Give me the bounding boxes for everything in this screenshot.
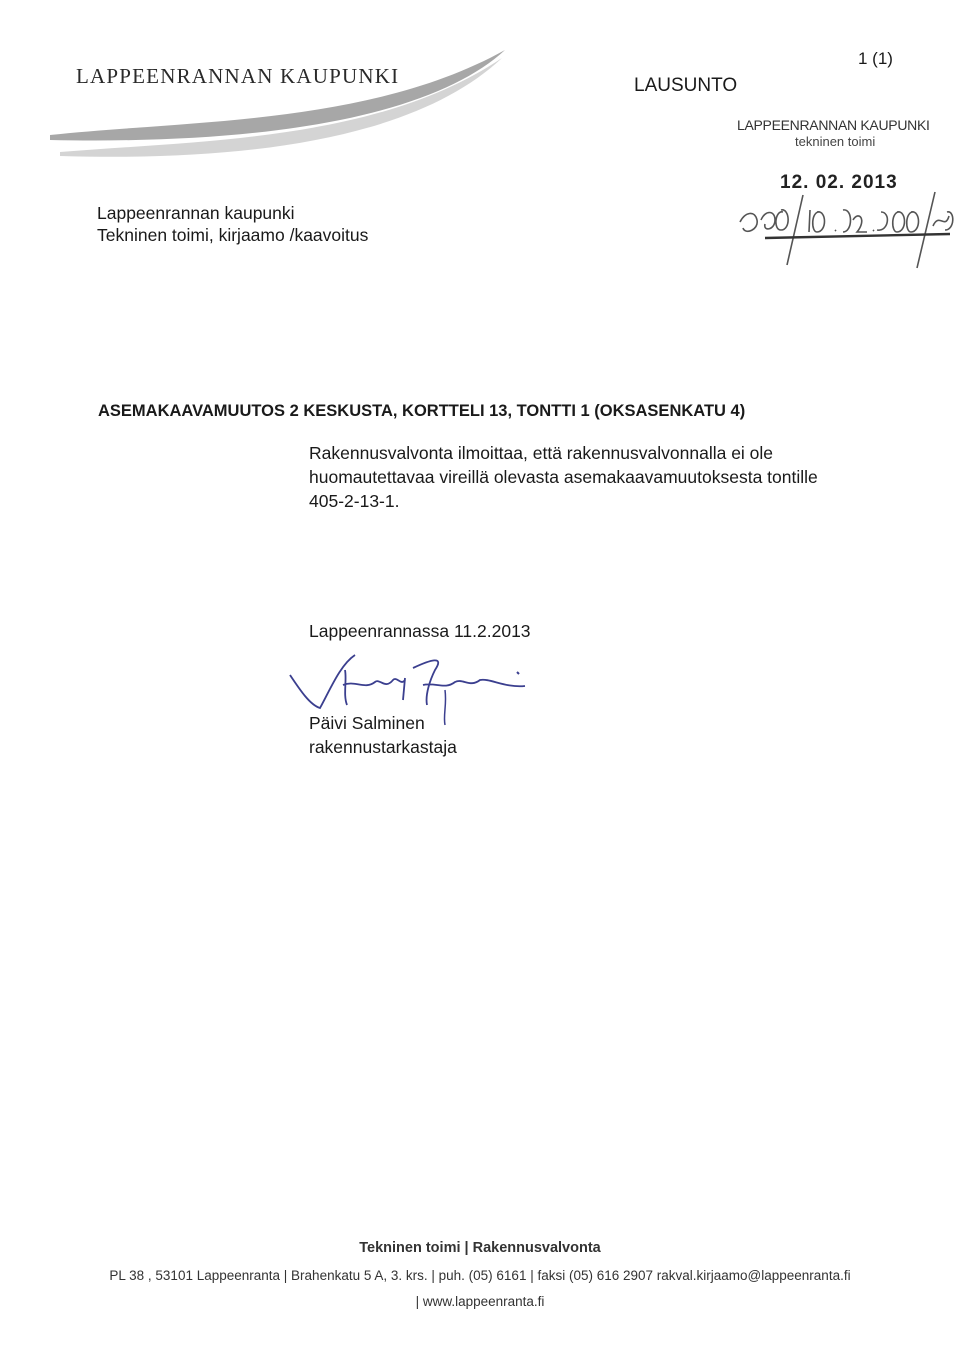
signer-block	[309, 711, 457, 759]
body-line-3: 405-2-13-1.	[309, 491, 400, 511]
recipient-address	[97, 202, 368, 246]
body-line-2: huomautettavaa vireillä olevasta asemakaavamuutoksesta tontille	[309, 467, 818, 487]
statement-body	[309, 441, 909, 513]
signer-name: Päivi Salminen	[309, 713, 425, 733]
recipient-line-2: Tekninen toimi, kirjaamo /kaavoitus	[97, 225, 369, 245]
handwritten-reference-number	[735, 190, 960, 270]
stamp-organization: LAPPEENRANNAN KAUPUNKI	[737, 117, 930, 133]
stamp-department: tekninen toimi	[795, 134, 876, 149]
footer-address: PL 38 , 53101 Lappeenranta | Brahenkatu 5 A, 3. krs. | puh. (05) 6161 | faksi (05) 616 2907 rakval.kirjaamo@lappeenranta.fi	[109, 1268, 851, 1283]
stamp-received-date: 12. 02. 2013	[780, 172, 898, 193]
recipient-line-1: Lappeenrannan kaupunki	[97, 203, 295, 223]
body-line-1: Rakennusvalvonta ilmoittaa, että rakennusvalvonnalla ei ole	[309, 443, 774, 463]
city-logo-swoosh	[40, 40, 520, 170]
footer-department: Tekninen toimi | Rakennusvalvonta	[359, 1240, 601, 1256]
page-number: 1 (1)	[858, 49, 893, 68]
signer-title: rakennustarkastaja	[309, 737, 457, 757]
document-type: LAUSUNTO	[634, 75, 738, 96]
city-logo-text: LAPPEENRANNAN KAUPUNKI	[76, 64, 400, 88]
document-heading: ASEMAKAAVAMUUTOS 2 KESKUSTA, KORTTELI 13, TONTTI 1 (OKSASENKATU 4)	[98, 402, 746, 420]
footer-website: | www.lappeenranta.fi	[415, 1294, 545, 1309]
place-and-date: Lappeenrannassa 11.2.2013	[309, 621, 531, 641]
